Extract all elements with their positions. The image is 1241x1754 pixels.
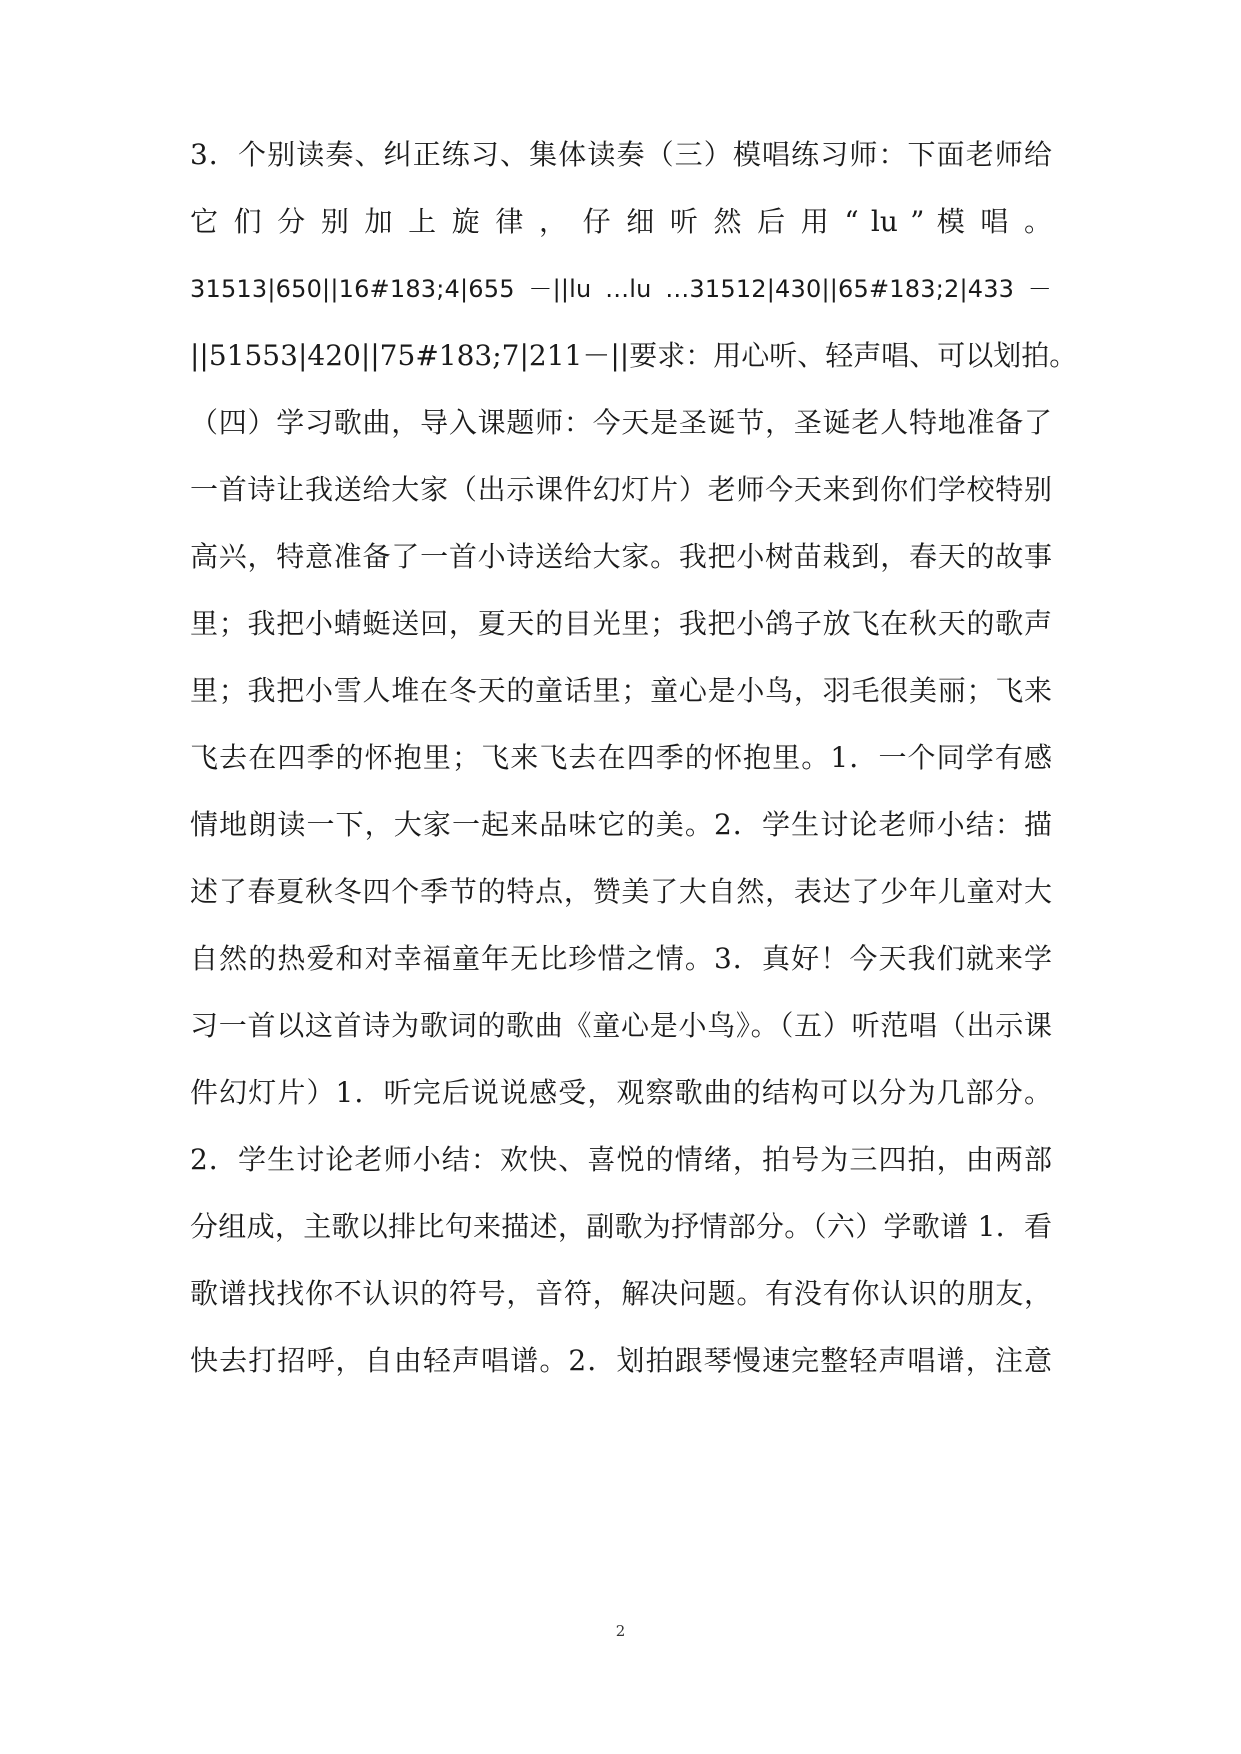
text-line-7: 高兴，特意准备了一首小诗送给大家。我把小树苗栽到，春天的故事 bbox=[190, 540, 1052, 573]
text-line-10: 飞去在四季的怀抱里；飞来飞去在四季的怀抱里。1．一个同学有感 bbox=[190, 741, 1052, 774]
text-line-16: 2．学生讨论老师小结：欢快、喜悦的情绪，拍号为三四拍，由两部 bbox=[190, 1143, 1052, 1176]
text-line-5: （四）学习歌曲，导入课题师：今天是圣诞节，圣诞老人特地准备了 bbox=[190, 406, 1052, 439]
notation-line-1: 31513|650||16#183;4|655 －||lu …lu …31512|430||65#183;2|433 － bbox=[190, 275, 1052, 303]
text-line-14: 习一首以这首诗为歌词的歌曲《童心是小鸟》。（五）听范唱（出示课 bbox=[190, 1009, 1052, 1042]
text-line-6: 一首诗让我送给大家（出示课件幻灯片）老师今天来到你们学校特别 bbox=[190, 473, 1052, 506]
text-line-13: 自然的热爱和对幸福童年无比珍惜之情。3．真好！今天我们就来学 bbox=[190, 942, 1052, 975]
text-line-17: 分组成，主歌以排比句来描述，副歌为抒情部分。（六）学歌谱 1．看 bbox=[190, 1210, 1052, 1243]
text-line-9: 里；我把小雪人堆在冬天的童话里；童心是小鸟，羽毛很美丽；飞来 bbox=[190, 674, 1052, 707]
text-line-8: 里；我把小蜻蜓送回，夏天的目光里；我把小鸽子放飞在秋天的歌声 bbox=[190, 607, 1052, 640]
text-line-12: 述了春夏秋冬四个季节的特点，赞美了大自然，表达了少年儿童对大 bbox=[190, 875, 1052, 908]
page-number: 2 bbox=[615, 1622, 626, 1640]
text-line-19: 快去打招呼，自由轻声唱谱。2．划拍跟琴慢速完整轻声唱谱，注意 bbox=[190, 1344, 1052, 1377]
text-line-2: 它 们 分 别 加 上 旋 律 ， 仔 细 听 然 后 用 “ lu ” 模 唱 。 bbox=[190, 205, 1052, 238]
text-line-1: 3．个别读奏、纠正练习、集体读奏（三）模唱练习师：下面老师给 bbox=[190, 138, 1052, 171]
text-line-18: 歌谱找找你不认识的符号，音符，解决问题。有没有你认识的朋友， bbox=[190, 1277, 1052, 1310]
text-line-15: 件幻灯片）1．听完后说说感受，观察歌曲的结构可以分为几部分。 bbox=[190, 1076, 1052, 1109]
text-line-4: ||51553|420||75#183;7|211－||要求：用心听、轻声唱、可以划拍。 bbox=[190, 339, 1078, 372]
text-line-11: 情地朗读一下，大家一起来品味它的美。2．学生讨论老师小结：描 bbox=[190, 808, 1052, 841]
